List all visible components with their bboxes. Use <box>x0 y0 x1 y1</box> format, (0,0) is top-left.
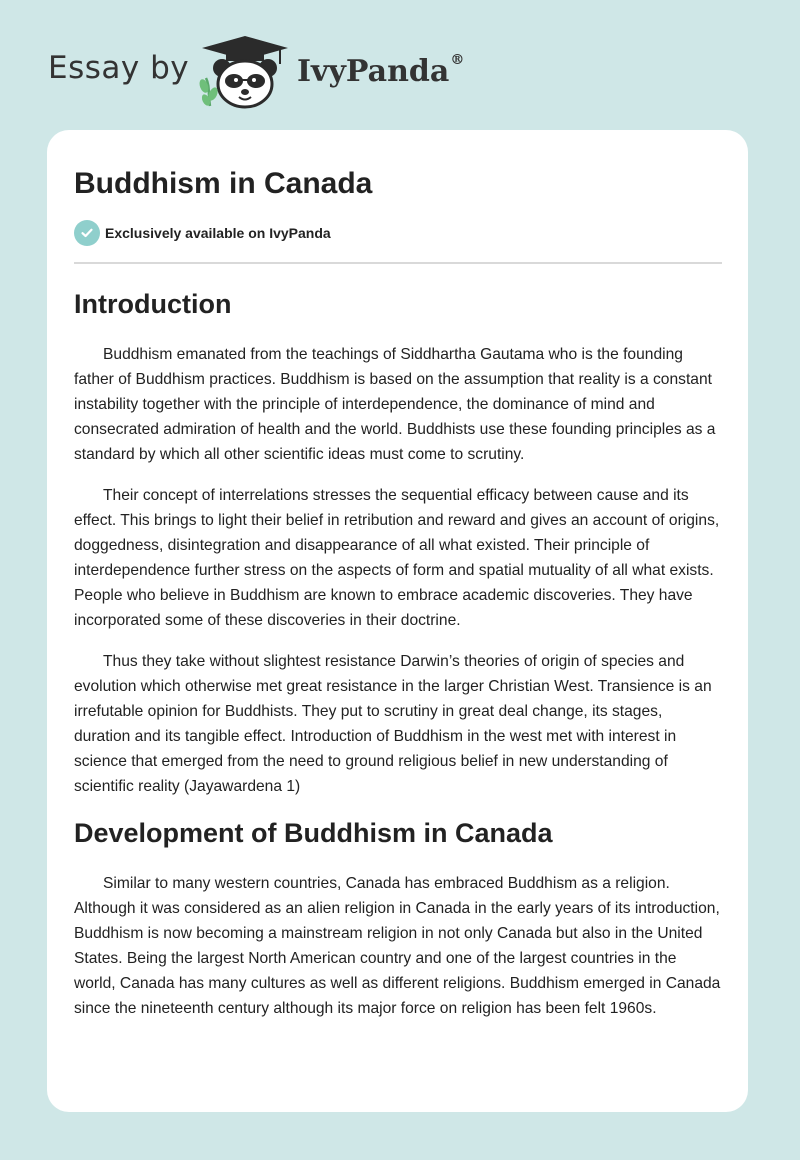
site-header <box>0 0 800 130</box>
section-heading-development: Development of Buddhism in Canada <box>74 818 553 848</box>
page-title: Buddhism in Canada <box>74 167 373 200</box>
brand-prefix: Essay by <box>48 50 190 86</box>
paragraph: Buddhism emanated from the teachings of Siddhartha Gautama who is the founding father of Buddhism practices. Buddhism is based on the assumption that reality is a constant instability together with the principle of interdependence, the dominance of mind and consecrated admiration of health and the world. Buddhists use these founding principles as a standard by which all other scientific ideas must come to scrutiny. <box>74 346 716 463</box>
paragraph: Their concept of interrelations stresses the sequential efficacy between cause and its effect. This brings to light their belief in retribution and reward and gives an account of origins, doggedness, disintegration and disappearance of all what existed. Their principle of interdependence further stress on the aspects of form and spatial mutuality of all what exists. People who believe in Buddhism are known to embrace academic discoveries. They have incorporated some of these discoveries in their doctrine. <box>74 487 720 629</box>
section-heading-introduction: Introduction <box>74 289 232 319</box>
panda-graduate-mascot-icon[interactable] <box>198 34 293 109</box>
paragraph: Similar to many western countries, Canada has embraced Buddhism as a religion. Although it was considered as an alien religion in Canada in the early years of its introduction, Buddhism is now becoming a mainstream religion in not only Canada but also in the United States. Being the largest North American country and one of the largest countries in the world, Canada has many cultures as well as different religions. Buddhism emerged in Canada since the nineteenth century although its major force on religion has been felt 1960s. <box>74 875 721 1017</box>
brand-name-text: IvyPanda <box>297 54 450 89</box>
exclusive-badge <box>74 220 722 246</box>
paragraph: Thus they take without slightest resistance Darwin’s theories of origin of species and evolution which otherwise met great resistance in the larger Christian West. Transience is an irrefutable opinion for Buddhists. They put to scrutiny in great deal change, its stages, duration and its tangible effect. Introduction of Buddhism in the west met with interest in science that emerged from the need to ground religious belief in new understanding of scientific reality (Jayawardena 1) <box>74 653 712 795</box>
essay-card <box>47 130 748 1112</box>
check-circle-icon <box>74 220 100 246</box>
trademark-symbol: ® <box>450 52 465 68</box>
brand-name[interactable] <box>297 54 464 89</box>
title-divider <box>74 262 722 264</box>
exclusive-badge-label: Exclusively available on IvyPanda <box>105 225 331 241</box>
